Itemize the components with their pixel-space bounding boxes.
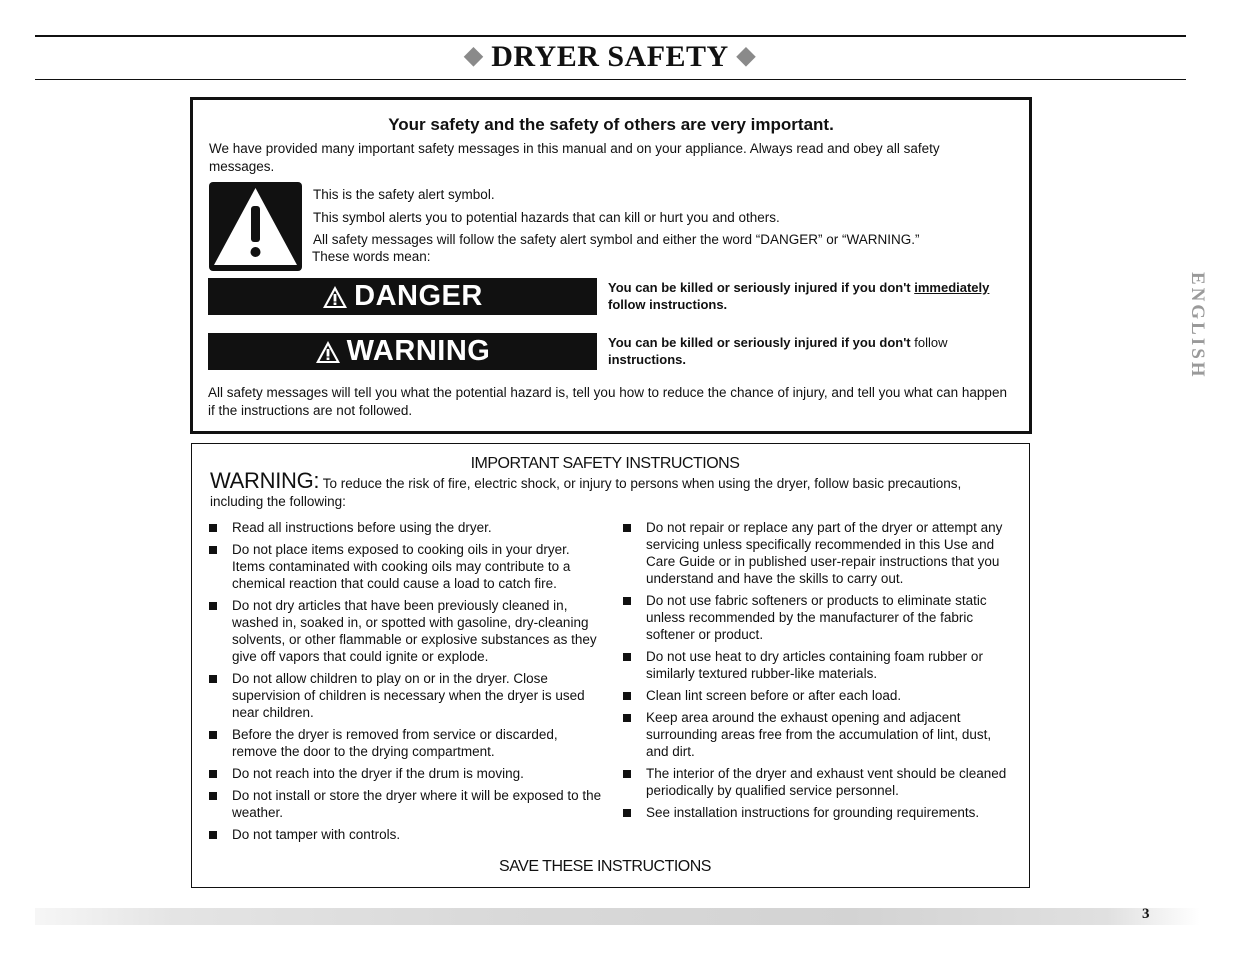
instructions-left-column: [209, 519, 604, 848]
list-item: [623, 765, 1013, 799]
instructions-warning: [210, 468, 1015, 511]
bullet-square-icon: [209, 524, 217, 532]
list-item-text: Before the dryer is removed from service or discarded, remove the door to the drying compartment.: [232, 727, 558, 759]
page-title-text: DRYER SAFETY: [491, 40, 729, 73]
instructions-heading: IMPORTANT SAFETY INSTRUCTIONS: [470, 455, 740, 472]
warning-text: You can be killed or seriously injured if you don't: [608, 335, 915, 350]
danger-signal-bar: [208, 278, 597, 315]
list-item: [623, 519, 1013, 587]
bullet-square-icon: [623, 524, 631, 532]
list-item: [209, 541, 604, 592]
bullet-square-icon: [209, 546, 217, 554]
list-item-text: Do not repair or replace any part of the dryer or attempt any servicing unless specifically recommended in this Use and Care Guide or in published user-repair instructions that you understand and have the skills to carry out.: [646, 520, 1003, 586]
safety-box-footer: All safety messages will tell you what the potential hazard is, tell you how to reduce the chance of injury, and tell you what can happen if the instructions are not followed.: [208, 385, 1007, 418]
page-number: 3: [1142, 906, 1150, 922]
warning-signal-bar: [208, 333, 597, 370]
list-item-text: Do not allow children to play on or in the dryer. Close supervision of children is necessary when the dryer is used near children.: [232, 671, 585, 720]
list-item-text: Clean lint screen before or after each load.: [646, 688, 902, 703]
bullet-square-icon: [209, 731, 217, 739]
bullet-square-icon: [209, 602, 217, 610]
list-item-text: Do not use heat to dry articles containing foam rubber or similarly textured rubber-like materials.: [646, 649, 983, 681]
list-item-text: Do not use fabric softeners or products to eliminate static unless recommended by the manufacturer of the fabric softener or product.: [646, 593, 987, 642]
danger-emphasis: immediately: [914, 280, 990, 295]
danger-label: DANGER: [354, 280, 483, 312]
bullet-square-icon: [209, 792, 217, 800]
warning-triangle-icon: [209, 182, 302, 271]
diamond-right-icon: ◆: [736, 43, 756, 69]
list-item-text: Do not reach into the dryer if the drum is moving.: [232, 766, 524, 781]
list-item: [209, 726, 604, 760]
symbol-line: This symbol alerts you to potential hazards that can kill or hurt you and others.: [313, 209, 780, 225]
safety-box-intro: We have provided many important safety messages in this manual and on your appliance. Always read and obey all safety messages.: [209, 141, 940, 174]
bullet-square-icon: [623, 714, 631, 722]
list-item-text: The interior of the dryer and exhaust vent should be cleaned periodically by qualified service personnel.: [646, 766, 1007, 798]
language-side-label: ENGLISH: [1187, 272, 1208, 380]
safety-box-heading: Your safety and the safety of others are very important.: [388, 115, 834, 134]
symbol-line: This is the safety alert symbol.: [313, 187, 495, 202]
important-instructions-box: [191, 443, 1030, 888]
bullet-square-icon: [209, 675, 217, 683]
page-title: [0, 40, 1220, 74]
danger-alert-icon: [322, 285, 348, 309]
safety-symbol-box: [190, 97, 1032, 434]
bullet-square-icon: [209, 770, 217, 778]
diamond-left-icon: ◆: [464, 43, 484, 69]
list-item: [209, 519, 604, 536]
warning-text-end: instructions.: [608, 352, 687, 367]
list-item-text: Do not dry articles that have been previously cleaned in, washed in, soaked in, or spotted with gasoline, dry-cleaning solvents, or other flammable or explosive substances as they give off vapors that could ignite or explode.: [232, 598, 597, 664]
bullet-square-icon: [623, 770, 631, 778]
list-item: [623, 648, 1013, 682]
bullet-square-icon: [623, 809, 631, 817]
list-item: [623, 592, 1013, 643]
symbol-line-continuation: These words mean:: [312, 249, 431, 264]
list-item: [209, 826, 604, 843]
list-item-text: Do not install or store the dryer where it will be exposed to the weather.: [232, 788, 602, 820]
save-instructions-footer: SAVE THESE INSTRUCTIONS: [499, 858, 711, 875]
symbol-line: All safety messages will follow the safety alert symbol and either the word “DANGER” or “WARNING.”: [313, 232, 920, 247]
warning-description: [608, 334, 1020, 368]
bullet-square-icon: [209, 831, 217, 839]
list-item: [209, 765, 604, 782]
list-item: [623, 687, 1013, 704]
warning-plain-word: follow: [914, 335, 948, 350]
list-item: [623, 709, 1013, 760]
list-item-text: Keep area around the exhaust opening and adjacent surrounding areas free from the accumulation of lint, dust, and dirt.: [646, 710, 992, 759]
list-item: [623, 804, 1013, 821]
bullet-square-icon: [623, 653, 631, 661]
bullet-square-icon: [623, 597, 631, 605]
warning-word: WARNING:: [210, 468, 320, 493]
list-item: [209, 787, 604, 821]
list-item-text: Do not tamper with controls.: [232, 827, 401, 842]
bullet-square-icon: [623, 692, 631, 700]
instructions-right-column: [623, 519, 1013, 826]
symbol-explanation: [313, 186, 919, 254]
warning-label: WARNING: [346, 335, 491, 367]
warning-alert-icon: [315, 340, 341, 364]
footer-gradient-bar: [35, 908, 1200, 925]
warning-intro-text: To reduce the risk of fire, electric shock, or injury to persons when using the dryer, follow basic precautions, including the following:: [210, 476, 962, 509]
header-bottom-rule: [35, 79, 1186, 80]
list-item-text: Read all instructions before using the dryer.: [232, 520, 492, 535]
list-item-text: See installation instructions for grounding requirements.: [646, 805, 980, 820]
list-item-text: Do not place items exposed to cooking oils in your dryer. Items contaminated with cooking oils may contribute to a chemical reaction that could cause a load to catch fire.: [232, 542, 571, 591]
danger-text-end: follow instructions.: [608, 297, 728, 312]
list-item: [209, 597, 604, 665]
list-item: [209, 670, 604, 721]
header-top-rule: [35, 35, 1186, 37]
danger-description: [608, 279, 1020, 313]
danger-text: You can be killed or seriously injured if you don't: [608, 280, 915, 295]
